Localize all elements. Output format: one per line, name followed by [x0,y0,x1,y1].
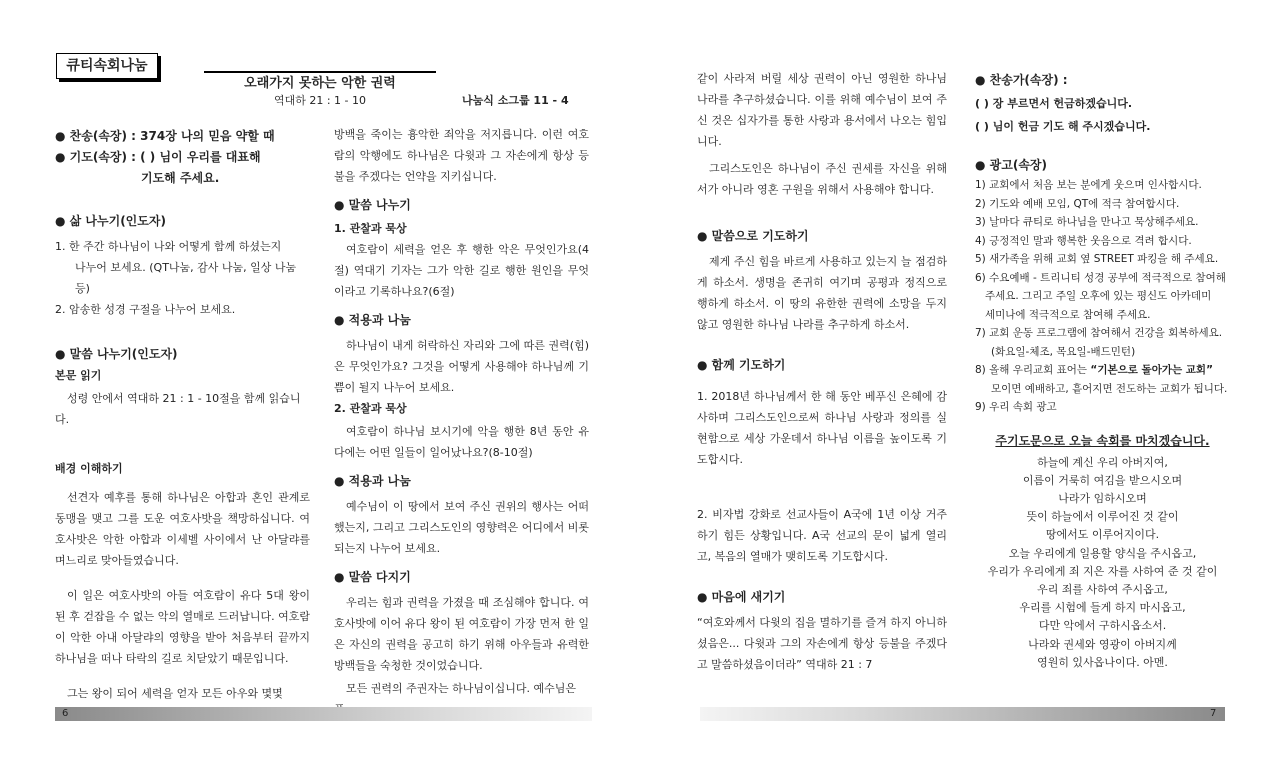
column-3 [697,68,947,675]
word-share-subheading: ● 말씀 나누기 [334,198,411,212]
prayer-line: 나라가 임하시오며 [1058,491,1147,505]
heart-verse: “여호와께서 다윗의 집을 멸하기를 즐겨 하지 아니하셨음은... 다윗과 그의 자손에게 항상 등불을 주겠다고 말씀하셨음이더라” 역대하 21 : 7 [697,616,947,671]
hymn-offering-text-2: 님이 헌금 기도 해 주시겠습니다. [992,120,1151,133]
observe-question-2: 여호람이 하나님 보시기에 악을 행한 8년 동안 유다에는 어떤 일들이 일어났나요?(8-10절) [334,425,589,459]
prayer-line: 하늘에 계신 우리 아버지여, [1037,455,1168,469]
footer-bar-left [55,707,592,721]
hymn-offering-line-2 [975,116,1230,137]
prayer-topic-1: 1. 2018년 하나님께서 한 해 동안 베푸신 은혜에 감사하며 그리스도인으로써 하나님 사랑과 정의를 실현함으로 세상 가운데서 하나님 이름을 높이도록 기도합시다. [697,390,947,466]
title-rule [204,71,436,73]
apply-heading-1: ● 적용과 나눔 [334,313,411,327]
life-item-1-cont: 나누어 보세요. (QT나눔, 감사 나눔, 일상 나눔 등) [75,261,297,295]
footer-bar-right [700,707,1225,721]
heart-heading: ● 마음에 새기기 [697,590,786,604]
pray-word-para: 제게 주신 힘을 바르게 사용하고 있는지 늘 점검하게 하소서. 생명을 존귀히 여기며 공평과 정직으로 행하게 하소서. 이 땅의 유한한 권력에 소망을 두지 않고 영원한 하나님 나라를 추구하게 하소서. [697,255,947,331]
col2-last-line: 모든 권력의 주권자는 하나님이십니다. 예수님은 [346,682,577,695]
prayer-line: 땅에서도 이루어지이다. [1045,528,1160,542]
notice-item-cont: 주세요. 그리고 주일 오후에 있는 평신도 아카데미 [985,290,1212,302]
notice-item: 4) 긍정적인 말과 행복한 웃음으로 격려 합시다. [975,234,1192,247]
page-title: 오래가지 못하는 악한 권력 [244,76,396,91]
apply-question-2: 예수님이 이 땅에서 보여 주신 권위의 행사는 어떠했는지, 그리고 그리스도인의 영향력은 어디에서 비롯되는지 나누어 보세요. [334,500,589,555]
prayer-line: 우리 죄를 사하여 주시옵고, [1037,582,1168,596]
logo: 큐티속회나눔 [56,53,158,79]
scripture-ref: 역대하 21 : 1 - 10 [273,94,367,107]
lords-prayer [975,454,1230,672]
text-reading-body: 성령 안에서 역대하 21 : 1 - 10절을 함께 읽습니다. [55,392,301,426]
column-1 [55,126,310,704]
column-2 [334,124,589,720]
notice-item: 7) 교회 운동 프로그램에 참여해서 건강을 회복하세요. [975,327,1223,339]
col3-para-2: 그리스도인은 하나님이 주신 권세를 자신을 위해서가 아니라 영혼 구원을 위해서 사용해야 합니다. [697,162,947,196]
apply-heading-2: ● 적용과 나눔 [334,474,411,488]
life-share-heading: ● 삶 나누기(인도자) [55,214,166,228]
prayer-line: 오늘 우리에게 일용할 양식을 주시옵고, [1008,546,1197,560]
notice-item: 1) 교회에서 처음 보는 분에게 웃으며 인사합시다. [975,179,1202,191]
church-motto: “기본으로 돌아가는 교회” [1090,364,1213,376]
prayer-line: ● 기도(속장) : ( ) 님이 우리를 대표해 [55,150,261,164]
resolve-heading: ● 말씀 다지기 [334,570,411,584]
page-number-left: 6 [62,708,69,719]
notice-item-cont: 세미나에 적극적으로 참여해 주세요. [985,308,1151,321]
hymn-offering-line-1 [975,93,1230,114]
notice-item: 5) 새가족을 위해 교회 옆 STREET 파킹을 해 주세요. [975,253,1219,265]
prayer-line: 뜻이 하늘에서 이루어진 것 같이 [1026,510,1179,524]
notice-item-cont: (화요일-체조, 목요일-배드민턴) [991,345,1136,358]
apply-question-1: 하나님이 내게 허락하신 자리와 그에 따른 권력(힘)은 무엇인가요? 그것을 어떻게 사용해야 하나님께 기쁨이 될지 나누어 보세요. [334,339,589,394]
column-4 [975,70,1230,672]
life-item-1: 1. 한 주간 하나님이 나와 어떻게 함께 하셨는지 [55,240,282,253]
notice-item: 2) 기도와 예배 모임, QT에 적극 참여합시다. [975,197,1180,210]
blank-paren: ( ) [975,97,989,110]
blank-paren: ( ) [975,120,989,133]
hymn-offering-text-1: 장 부르면서 헌금하겠습니다. [992,97,1133,110]
notice-item: 9) 우리 속회 광고 [975,401,1057,413]
pray-word-heading: ● 말씀으로 기도하기 [697,229,809,243]
notice-item: 6) 수요예배 - 트리니티 성경 공부에 적극적으로 참여해 [975,271,1226,284]
notice-item-cont: 모이면 예배하고, 흩어지면 전도하는 교회가 됩니다. [991,382,1228,395]
closing-line: 주기도문으로 오늘 속회를 마치겠습니다. [995,433,1210,448]
notice-item [975,361,1230,380]
observe-heading-2: 2. 관찰과 묵상 [334,402,407,415]
prayer-line: 다만 악에서 구하시옵소서. [1038,619,1167,633]
col3-para-1: 같이 사라져 버릴 세상 권력이 아닌 영원한 하나님 나라를 추구하셨습니다. 이를 위해 예수님이 보여 주신 것은 십자가를 통한 사랑과 용서에서 나오는 힘입니다. [697,72,947,148]
prayer-line-2: 기도해 주세요. [141,171,220,185]
notice-heading: ● 광고(속장) [975,158,1047,172]
text-reading-heading: 본문 읽기 [55,369,102,382]
word-share-heading: ● 말씀 나누기(인도자) [55,347,178,361]
background-para-1: 선견자 예후를 통해 하나님은 아합과 혼인 관계로 동맹을 맺고 그를 도운 여호사밧을 책망하십니다. 여호사밧은 악한 아합과 이세벨 사이에서 난 아달랴를 며느리로 맞아들였습니다. [55,491,310,567]
prayer-line: 우리가 우리에게 죄 지은 자를 사하여 준 것 같이 [987,564,1218,578]
col2-para-1: 방백을 죽이는 흉악한 죄악을 저지릅니다. 이런 여호람의 악행에도 하나님은 다윗과 그 자손에게 항상 등불을 주겠다는 언약을 지키십니다. [334,128,589,183]
notice-item: 3) 날마다 큐티로 하나님을 만나고 묵상해주세요. [975,216,1199,228]
prayer-line: 영원히 있사옵나이다. 아멘. [1037,655,1168,669]
hymn-line: ● 찬송(속장) : 374장 나의 믿음 약할 때 [55,129,275,143]
prayer-line: 이름이 거룩히 여김을 받으시오며 [1022,473,1183,487]
resolve-para: 우리는 힘과 권력을 가졌을 때 조심해야 합니다. 여호사밧에 이어 유다 왕이 된 여호람이 가장 먼저 한 일은 자신의 권력을 공고히 하기 위해 아우들과 유력한 방백들을 숙청한 것이었습니다. [334,596,589,672]
background-para-2: 이 일은 여호사밧의 아들 여호람이 유다 5대 왕이 된 후 걷잡을 수 없는 악의 열매로 드러납니다. 여호람이 악한 아내 아달랴의 영향을 받아 처음부터 끝까지 하나님을 떠나 타락의 길로 치닫았기 때문입니다. [55,589,310,665]
notice-item-text: 8) 올해 우리교회 표어는 [975,364,1091,376]
hymn-offering-heading: ● 찬송가(속장) : [975,73,1068,87]
observe-heading-1: 1. 관찰과 묵상 [334,222,407,235]
prayer-line: 나라와 권세와 영광이 아버지께 [1028,637,1177,651]
background-para-3: 그는 왕이 되어 세력을 얻자 모든 아우와 몇몇 [67,687,283,700]
notice-list [975,176,1230,417]
observe-question-1: 여호람이 세력을 얻은 후 행한 악은 무엇인가요(4절) 역대기 기자는 그가 악한 길로 행한 원인을 무엇이라고 기록하나요?(6절) [334,243,589,298]
page-number-right: 7 [1210,708,1217,719]
prayer-line: 우리를 시험에 들게 하지 마시옵고, [1019,601,1186,615]
pray-together-heading: ● 함께 기도하기 [697,358,786,372]
prayer-topic-2: 2. 비자법 강화로 선교사들이 A국에 1년 이상 거주하기 힘든 상황입니다. A국 선교의 문이 넓게 열리고, 복음의 열매가 맺히도록 기도합시다. [697,508,947,563]
group-label: 나눔식 소그룹 11 - 4 [462,94,569,107]
background-heading: 배경 이해하기 [55,462,123,475]
life-item-2: 2. 암송한 성경 구절을 나누어 보세요. [55,303,236,316]
